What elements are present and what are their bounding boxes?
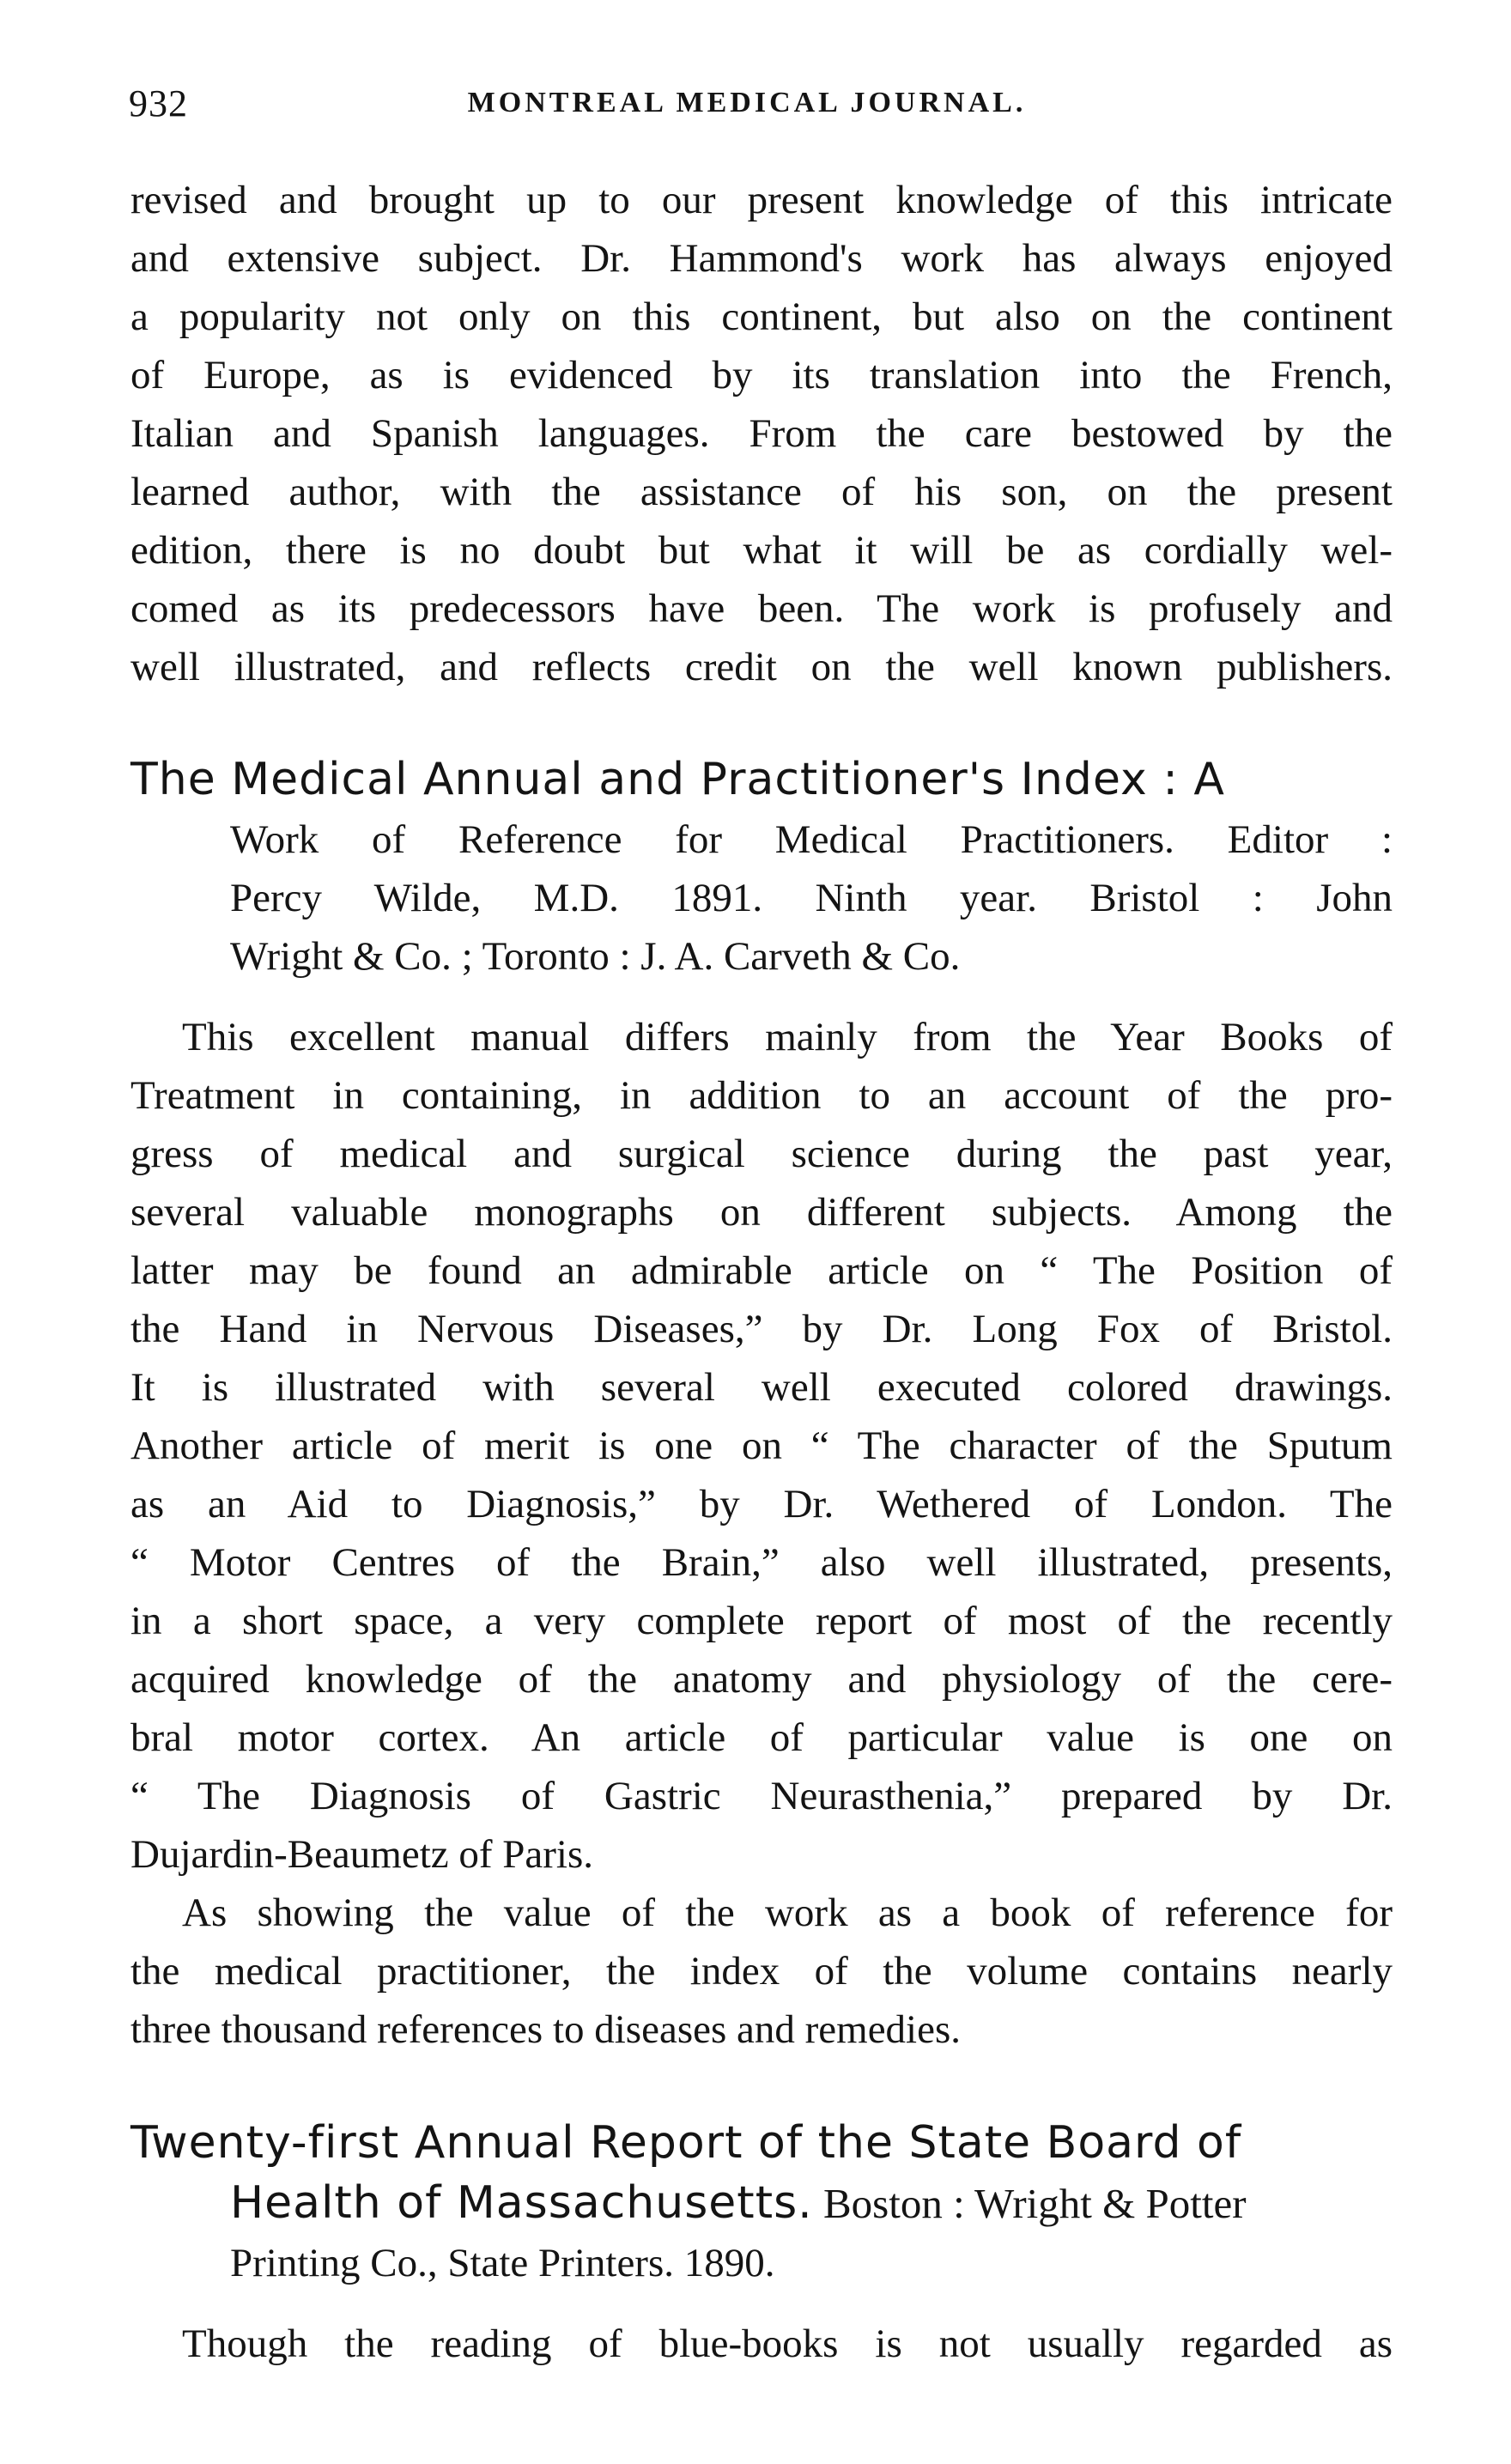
text-line: It is illustrated with several well executed colored drawings. bbox=[130, 1365, 1393, 1410]
text-line: well illustrated, and reflects credit on the well known publishers. bbox=[130, 645, 1393, 689]
text-line: the Hand in Nervous Diseases,” by Dr. Long Fox of Bristol. bbox=[130, 1307, 1393, 1351]
citation-line: Percy Wilde, M.D. 1891. Ninth year. Bristol : John bbox=[230, 876, 1393, 920]
text-line: a popularity not only on this continent, but also on the continent bbox=[130, 294, 1393, 339]
text-line: Italian and Spanish languages. From the care bestowed by the bbox=[130, 411, 1393, 456]
text-line: three thousand references to diseases and remedies. bbox=[130, 2007, 962, 2052]
review-title: Twenty-first Annual Report of the State Board of bbox=[130, 2117, 1242, 2169]
text-line: Though the reading of blue-books is not usually regarded as bbox=[182, 2321, 1393, 2366]
text-line: “ Motor Centres of the Brain,” also well illustrated, presents, bbox=[130, 1540, 1393, 1585]
text-line: bral motor cortex. An article of particular value is one on bbox=[130, 1715, 1393, 1760]
review-title-part: Health of Massachusetts. bbox=[230, 2177, 813, 2229]
text-line: edition, there is no doubt but what it will be as cordially wel- bbox=[130, 528, 1393, 573]
citation-line: Wright & Co. ; Toronto : J. A. Carveth & Co. bbox=[230, 934, 961, 979]
running-head: MONTREAL MEDICAL JOURNAL. bbox=[467, 87, 1027, 118]
text-line: Another article of merit is one on “ The character of the Sputum bbox=[130, 1423, 1393, 1468]
text-line: “ The Diagnosis of Gastric Neurasthenia,” prepared by Dr. bbox=[130, 1774, 1393, 1818]
page-number: 932 bbox=[129, 82, 188, 124]
text-line: as an Aid to Diagnosis,” by Dr. Wethered of London. The bbox=[130, 1482, 1393, 1526]
text-line: acquired knowledge of the anatomy and physiology of the cere- bbox=[130, 1657, 1393, 1702]
text-line: revised and brought up to our present knowledge of this intricate bbox=[130, 178, 1393, 222]
text-line: gress of medical and surgical science during the past year, bbox=[130, 1132, 1393, 1176]
review-publisher: Boston : Wright & Potter bbox=[812, 2180, 1247, 2227]
review-title-continued bbox=[230, 2179, 1247, 2228]
page-header bbox=[129, 82, 1391, 133]
text-line: in a short space, a very complete report of most of the recently bbox=[130, 1599, 1393, 1643]
review-title: The Medical Annual and Practitioner's Index : A bbox=[130, 754, 1225, 805]
citation-line: Printing Co., State Printers. 1890. bbox=[230, 2241, 775, 2285]
text-line: As showing the value of the work as a book of reference for bbox=[182, 1890, 1393, 1935]
text-line: the medical practitioner, the index of the volume contains nearly bbox=[130, 1949, 1393, 1994]
text-line: This excellent manual differs mainly from the Year Books of bbox=[182, 1015, 1393, 1059]
text-line: several valuable monographs on different subjects. Among the bbox=[130, 1190, 1393, 1235]
text-line: Dujardin-Beaumetz of Paris. bbox=[130, 1832, 594, 1877]
citation-line: Work of Reference for Medical Practitioners. Editor : bbox=[230, 817, 1393, 862]
text-line: of Europe, as is evidenced by its translation into the French, bbox=[130, 353, 1393, 398]
text-line: comed as its predecessors have been. The work is profusely and bbox=[130, 586, 1393, 631]
text-line: Treatment in containing, in addition to an account of the pro- bbox=[130, 1073, 1393, 1118]
text-line: latter may be found an admirable article on “ The Position of bbox=[130, 1248, 1393, 1293]
text-line: and extensive subject. Dr. Hammond's work has always enjoyed bbox=[130, 236, 1393, 281]
text-line: learned author, with the assistance of his son, on the present bbox=[130, 470, 1393, 514]
